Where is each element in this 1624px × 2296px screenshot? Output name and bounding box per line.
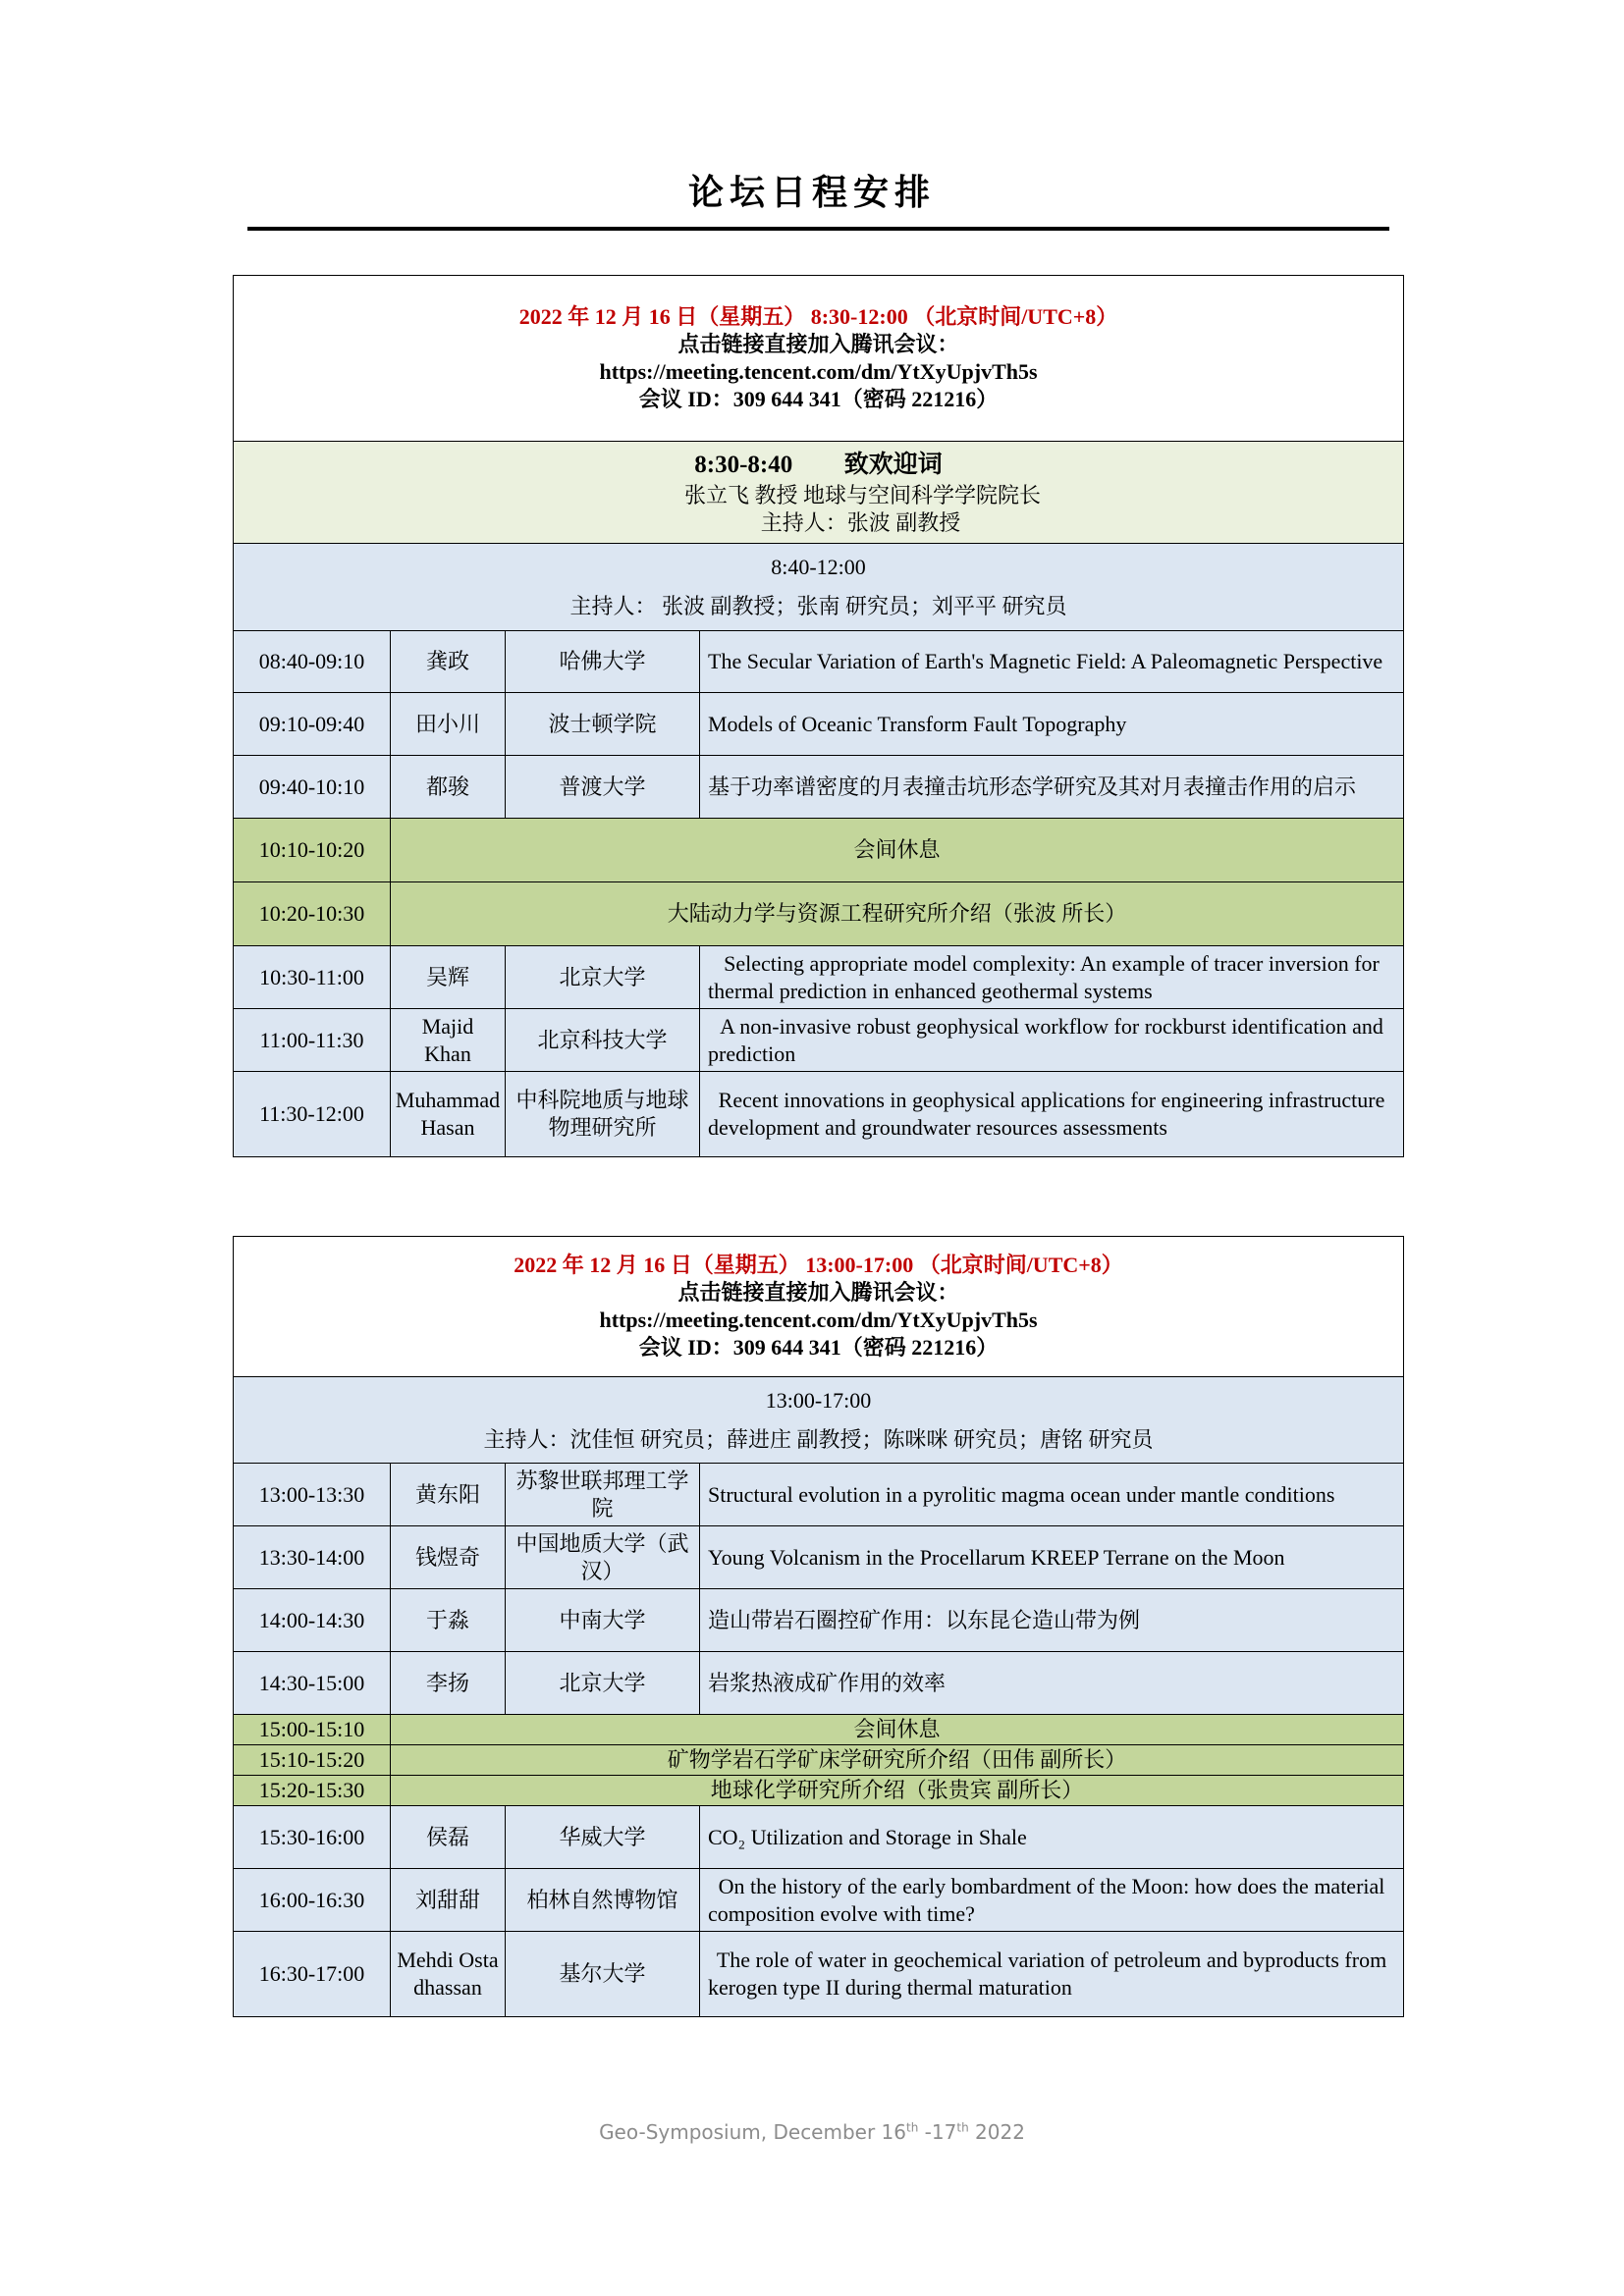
talk-time: 16:30-17:00 xyxy=(234,1932,391,2017)
page-footer xyxy=(0,2120,1624,2144)
footer-year: 2022 xyxy=(968,2120,1025,2144)
afternoon-join-text: 点击链接直接加入腾讯会议： xyxy=(677,1280,959,1305)
speaker-name: 都骏 xyxy=(391,756,506,819)
page-title: 论坛日程安排 xyxy=(687,173,936,212)
speaker-institution: 哈佛大学 xyxy=(506,631,700,693)
talk-time: 15:30-16:00 xyxy=(234,1806,391,1869)
table-row xyxy=(234,1009,1404,1072)
talk-time: 11:00-11:30 xyxy=(234,1009,391,1072)
talk-time: 11:30-12:00 xyxy=(234,1072,391,1157)
morning-session-host-list: 主持人： 张波 副教授；张南 研究员；刘平平 研究员 xyxy=(569,594,1067,618)
morning-meeting-link[interactable]: https://meeting.tencent.com/dm/YtXyUpjvTh5s xyxy=(599,359,1038,384)
table-row xyxy=(234,1526,1404,1589)
talk-time: 14:00-14:30 xyxy=(234,1589,391,1652)
table-row xyxy=(234,1806,1404,1869)
talk-time: 10:30-11:00 xyxy=(234,946,391,1009)
morning-meeting-id: 会议 ID：309 644 341（密码 221216） xyxy=(638,387,999,411)
talk-title: The role of water in geochemical variation of petroleum and byproducts from kerogen type II during thermal maturation xyxy=(700,1932,1404,2017)
footer-mid: -17 xyxy=(918,2120,957,2144)
intro-time: 15:20-15:30 xyxy=(234,1776,391,1806)
table-row xyxy=(234,1652,1404,1715)
talk-title: 造山带岩石圈控矿作用：以东昆仑造山带为例 xyxy=(700,1589,1404,1652)
break-time: 10:10-10:20 xyxy=(234,819,391,882)
speaker-name: 田小川 xyxy=(391,693,506,756)
speaker-name: Mehdi Ostadhassan xyxy=(391,1932,506,2017)
intro-label: 地球化学研究所介绍（张贵宾 副所长） xyxy=(391,1776,1404,1806)
talk-title: Young Volcanism in the Procellarum KREEP Terrane on the Moon xyxy=(700,1526,1404,1589)
morning-meeting-header xyxy=(234,276,1404,442)
speaker-name: 侯磊 xyxy=(391,1806,506,1869)
break-row xyxy=(234,819,1404,882)
footer-text: Geo-Symposium, December 16 xyxy=(599,2120,907,2144)
institute-intro-row xyxy=(234,882,1404,946)
speaker-institution: 苏黎世联邦理工学院 xyxy=(506,1464,700,1526)
speaker-name: 吴辉 xyxy=(391,946,506,1009)
afternoon-meeting-header xyxy=(234,1237,1404,1377)
title-divider xyxy=(247,227,1389,231)
break-label: 会间休息 xyxy=(391,819,1404,882)
table-row xyxy=(234,1464,1404,1526)
table-row xyxy=(234,946,1404,1009)
welcome-speaker: 张立飞 教授 地球与空间科学学院院长 xyxy=(684,482,1042,507)
speaker-name: 于淼 xyxy=(391,1589,506,1652)
table-row xyxy=(234,1932,1404,2017)
talk-time: 13:00-13:30 xyxy=(234,1464,391,1526)
talk-title: On the history of the early bombardment of the Moon: how does the material composition evolve with time? xyxy=(700,1869,1404,1932)
speaker-name: 李扬 xyxy=(391,1652,506,1715)
speaker-institution: 中科院地质与地球物理研究所 xyxy=(506,1072,700,1157)
break-label: 会间休息 xyxy=(391,1715,1404,1745)
speaker-institution: 中南大学 xyxy=(506,1589,700,1652)
speaker-institution: 北京大学 xyxy=(506,1652,700,1715)
table-row xyxy=(234,631,1404,693)
speaker-institution: 波士顿学院 xyxy=(506,693,700,756)
intro-label: 大陆动力学与资源工程研究所介绍（张波 所长） xyxy=(391,882,1404,946)
morning-session-time: 8:40-12:00 xyxy=(771,555,866,579)
footer-sup: th xyxy=(906,2120,919,2135)
table-row xyxy=(234,1072,1404,1157)
intro-label: 矿物学岩石学矿床学研究所介绍（田伟 副所长） xyxy=(391,1745,1404,1776)
speaker-institution: 北京科技大学 xyxy=(506,1009,700,1072)
intro-time: 10:20-10:30 xyxy=(234,882,391,946)
talk-title: 基于功率谱密度的月表撞击坑形态学研究及其对月表撞击作用的启示 xyxy=(700,756,1404,819)
welcome-host: 主持人：张波 副教授 xyxy=(760,509,961,535)
table-row xyxy=(234,1589,1404,1652)
talk-title: Structural evolution in a pyrolitic magma ocean under mantle conditions xyxy=(700,1464,1404,1526)
welcome-session xyxy=(234,442,1404,544)
afternoon-session-time: 13:00-17:00 xyxy=(765,1387,872,1413)
speaker-institution: 普渡大学 xyxy=(506,756,700,819)
afternoon-meeting-link[interactable]: https://meeting.tencent.com/dm/YtXyUpjvTh5s xyxy=(599,1308,1038,1332)
talk-time: 09:40-10:10 xyxy=(234,756,391,819)
afternoon-meeting-id: 会议 ID：309 644 341（密码 221216） xyxy=(638,1335,999,1360)
table-row xyxy=(234,756,1404,819)
talk-title: The Secular Variation of Earth's Magnetic Field: A Paleomagnetic Perspective xyxy=(700,631,1404,693)
speaker-name: Majid Khan xyxy=(391,1009,506,1072)
footer-sup: th xyxy=(956,2120,969,2135)
speaker-name: 龚政 xyxy=(391,631,506,693)
talk-time: 14:30-15:00 xyxy=(234,1652,391,1715)
speaker-name: 刘甜甜 xyxy=(391,1869,506,1932)
talk-title: Selecting appropriate model complexity: An example of tracer inversion for thermal prediction in enhanced geothermal systems xyxy=(700,946,1404,1009)
institute-intro-row xyxy=(234,1776,1404,1806)
talk-time: 16:00-16:30 xyxy=(234,1869,391,1932)
intro-time: 15:10-15:20 xyxy=(234,1745,391,1776)
talk-time: 13:30-14:00 xyxy=(234,1526,391,1589)
morning-join-text: 点击链接直接加入腾讯会议： xyxy=(677,332,959,356)
table-row xyxy=(234,693,1404,756)
speaker-name: Muhammad Hasan xyxy=(391,1072,506,1157)
talk-time: 08:40-09:10 xyxy=(234,631,391,693)
speaker-name: 黄东阳 xyxy=(391,1464,506,1526)
afternoon-date: 2022 年 12 月 16 日（星期五） 13:00-17:00 （北京时间/UTC+8） xyxy=(514,1253,1123,1277)
talk-time: 09:10-09:40 xyxy=(234,693,391,756)
welcome-title: 致欢迎词 xyxy=(843,451,943,478)
break-time: 15:00-15:10 xyxy=(234,1715,391,1745)
speaker-institution: 基尔大学 xyxy=(506,1932,700,2017)
morning-session-hosts xyxy=(234,544,1404,631)
speaker-institution: 柏林自然博物馆 xyxy=(506,1869,700,1932)
morning-schedule-table xyxy=(233,275,1404,1157)
welcome-time: 8:30-8:40 xyxy=(694,451,793,478)
afternoon-schedule-table xyxy=(233,1236,1404,2017)
talk-title: Recent innovations in geophysical applications for engineering infrastructure development and groundwater resources assessments xyxy=(700,1072,1404,1157)
talk-title: 岩浆热液成矿作用的效率 xyxy=(700,1652,1404,1715)
talk-title: Models of Oceanic Transform Fault Topography xyxy=(700,693,1404,756)
speaker-institution: 北京大学 xyxy=(506,946,700,1009)
speaker-institution: 中国地质大学（武汉） xyxy=(506,1526,700,1589)
table-row xyxy=(234,1869,1404,1932)
afternoon-session-hosts xyxy=(234,1377,1404,1464)
morning-date: 2022 年 12 月 16 日（星期五） 8:30-12:00 （北京时间/UTC+8） xyxy=(518,304,1118,329)
talk-title: CO₂ Utilization and Storage in Shale xyxy=(700,1806,1404,1869)
speaker-name: 钱煜奇 xyxy=(391,1526,506,1589)
afternoon-session-host-list: 主持人：沈佳恒 研究员；薛进庄 副教授；陈咪咪 研究员；唐铭 研究员 xyxy=(483,1426,1154,1452)
institute-intro-row xyxy=(234,1745,1404,1776)
talk-title: A non-invasive robust geophysical workflow for rockburst identification and prediction xyxy=(700,1009,1404,1072)
speaker-institution: 华威大学 xyxy=(506,1806,700,1869)
break-row xyxy=(234,1715,1404,1745)
